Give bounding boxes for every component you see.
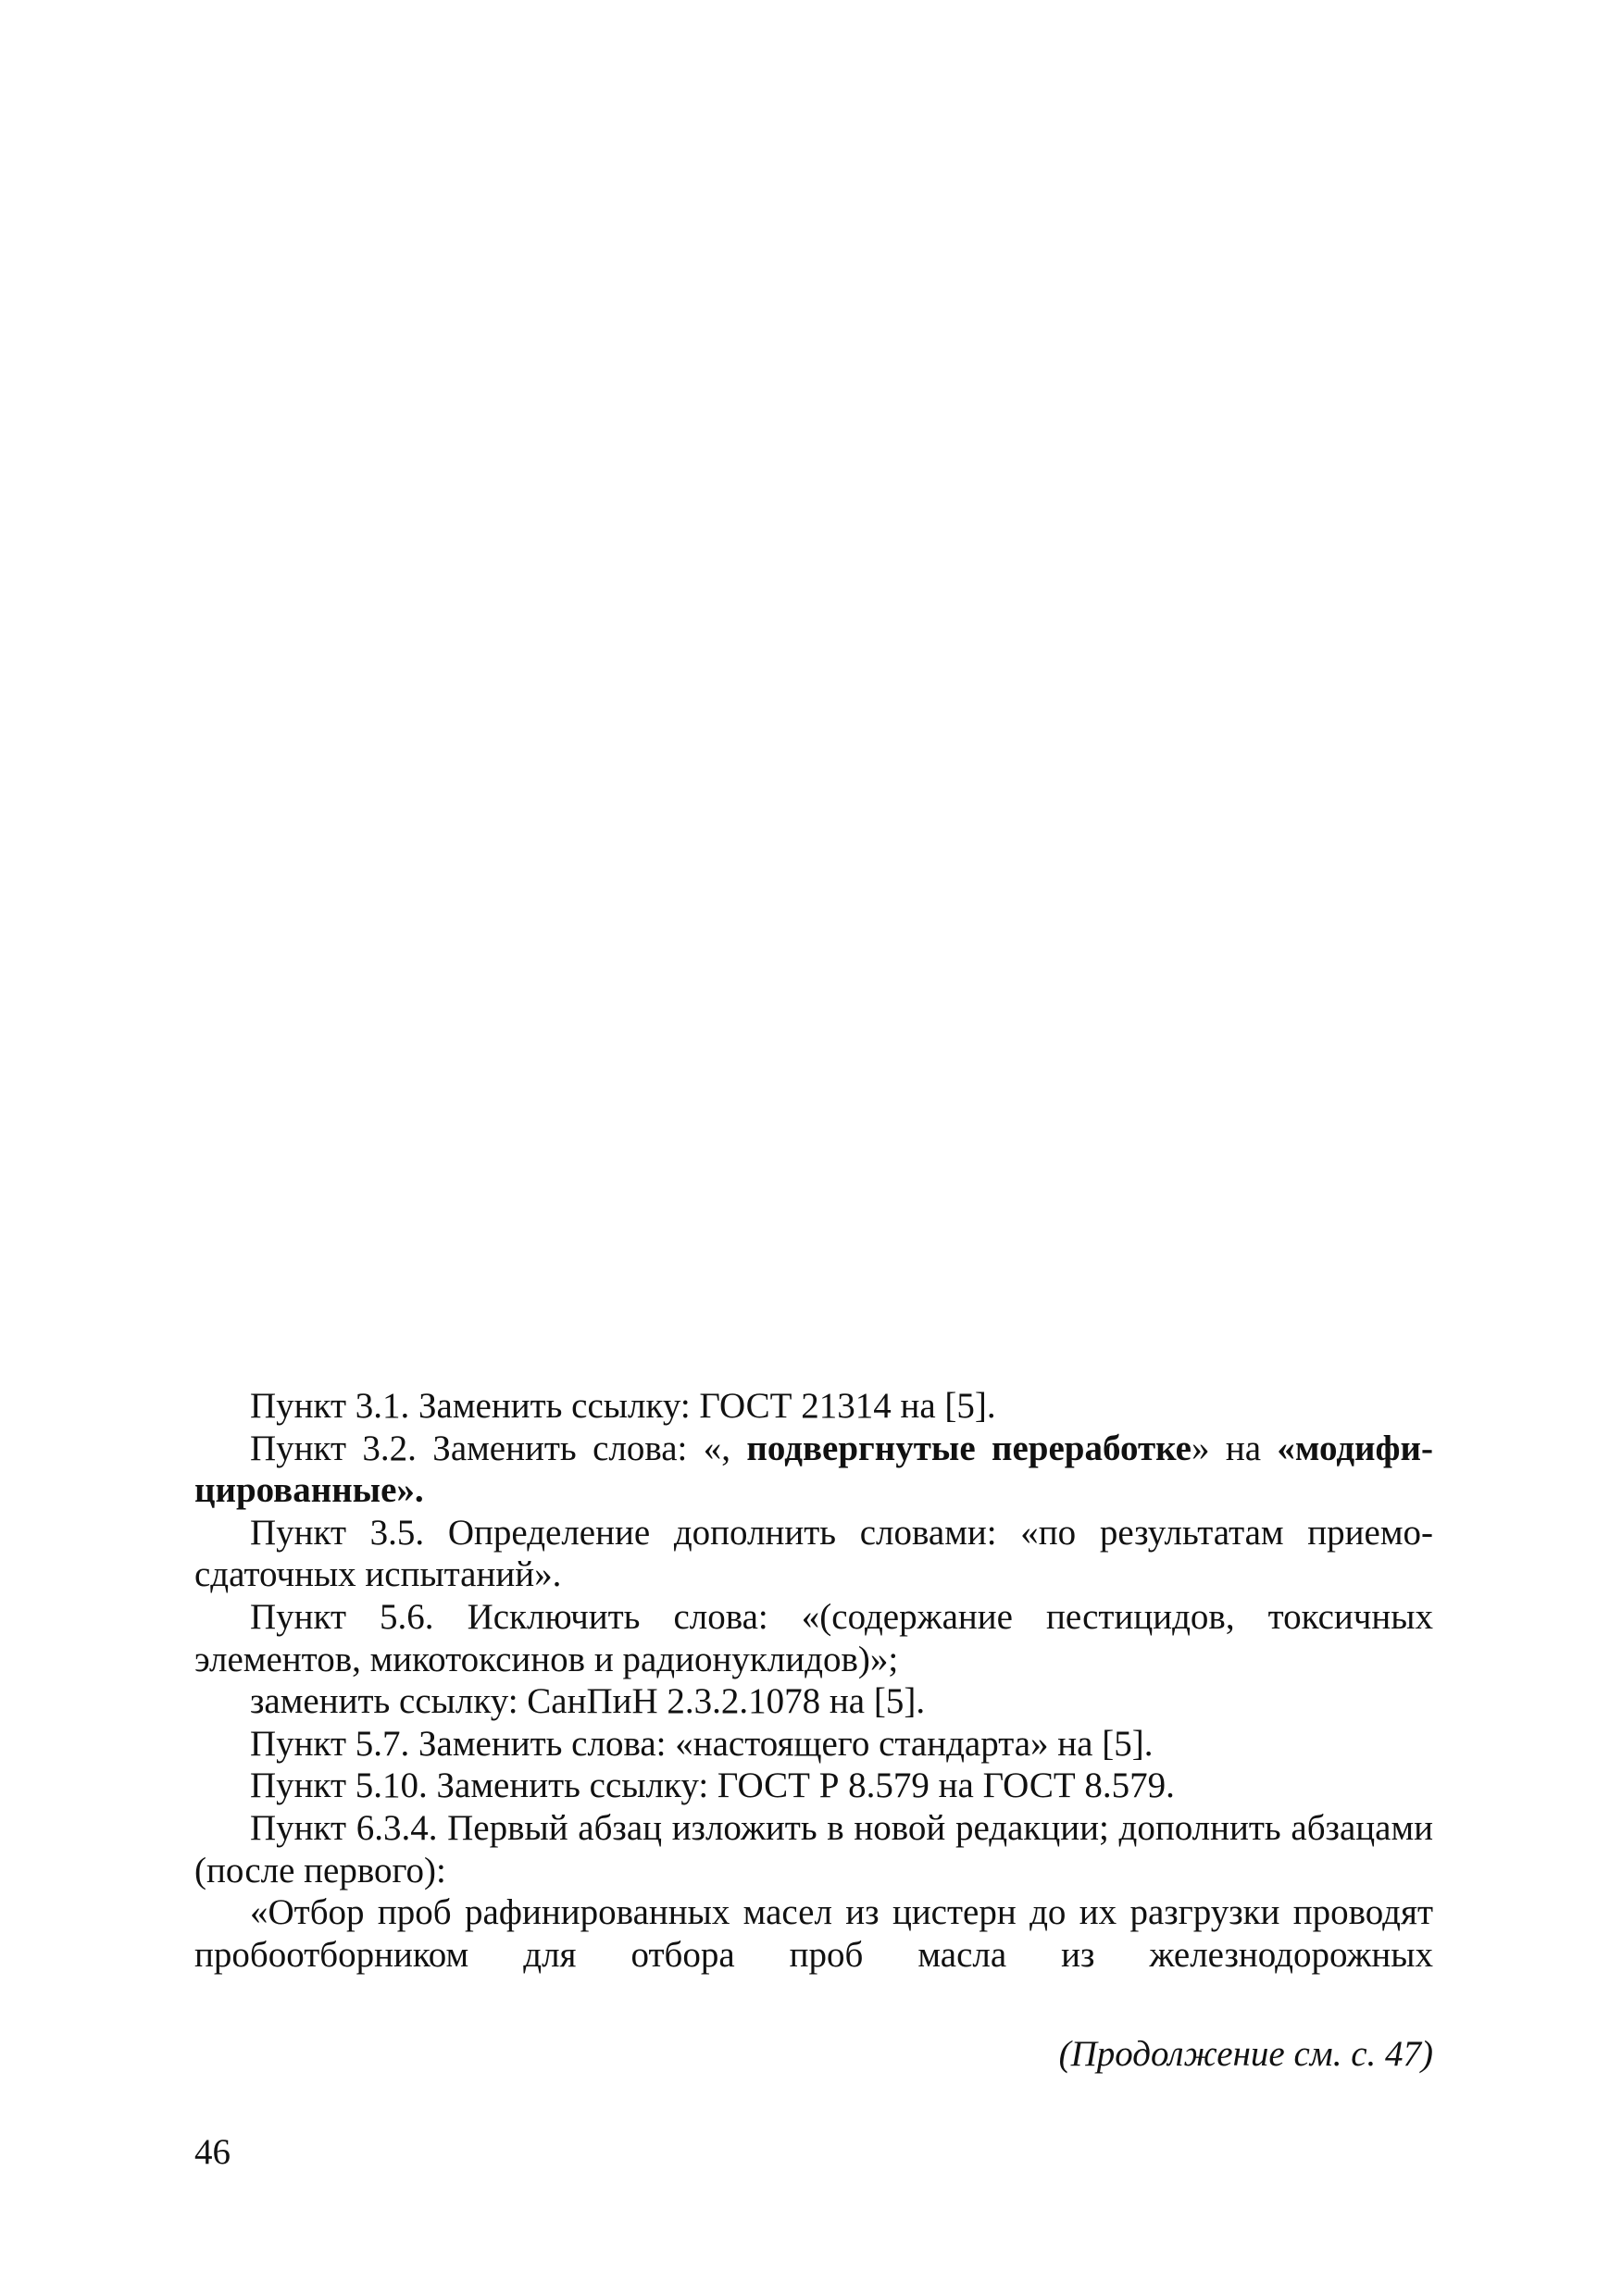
page-number: 46: [194, 2132, 231, 2172]
paragraph-sampling-text: «Отбор проб рафинированных масел из цистерн до их разгрузки проводят пробоотборником для отбора проб масла из железнодорожных: [194, 1892, 1433, 1975]
paragraph-item-3-5: Пункт 3.5. Определение дополнить словами: «по результатам приемосдаточных испытаний».: [194, 1512, 1433, 1595]
paragraph-text: Пункт 3.2. Заменить слова: «,: [250, 1428, 747, 1468]
paragraph-item-6-3-4: Пункт 6.3.4. Первый абзац изложить в новой редакции; дополнить абзацами (после первого):: [194, 1807, 1433, 1890]
continuation-note: (Продолжение см. с. 47): [1058, 2034, 1433, 2074]
paragraph-item-3-1: Пункт 3.1. Заменить ссылку: ГОСТ 21314 на [5].: [250, 1386, 996, 1426]
paragraph-text: » на: [1191, 1428, 1278, 1468]
paragraph-item-5-10: Пункт 5.10. Заменить ссылку: ГОСТ Р 8.579 на ГОСТ 8.579.: [250, 1766, 1175, 1806]
paragraph-item-5-6-reference: заменить ссылку: СанПиН 2.3.2.1078 на [5].: [250, 1681, 926, 1722]
bold-phrase: подвергнутые переработке: [746, 1428, 1192, 1468]
paragraph-item-5-6: Пункт 5.6. Исключить слова: «(содержание пестицидов, токсичных элементов, микотоксинов и радионуклидов)»;: [194, 1596, 1433, 1679]
document-body: [194, 1385, 1433, 1976]
paragraph-item-5-7: Пункт 5.7. Заменить слова: «настоящего стандарта» на [5].: [250, 1723, 1154, 1764]
bold-phrase: «модифицированные».: [194, 1428, 1433, 1511]
paragraph-item-3-2: [194, 1428, 1433, 1512]
